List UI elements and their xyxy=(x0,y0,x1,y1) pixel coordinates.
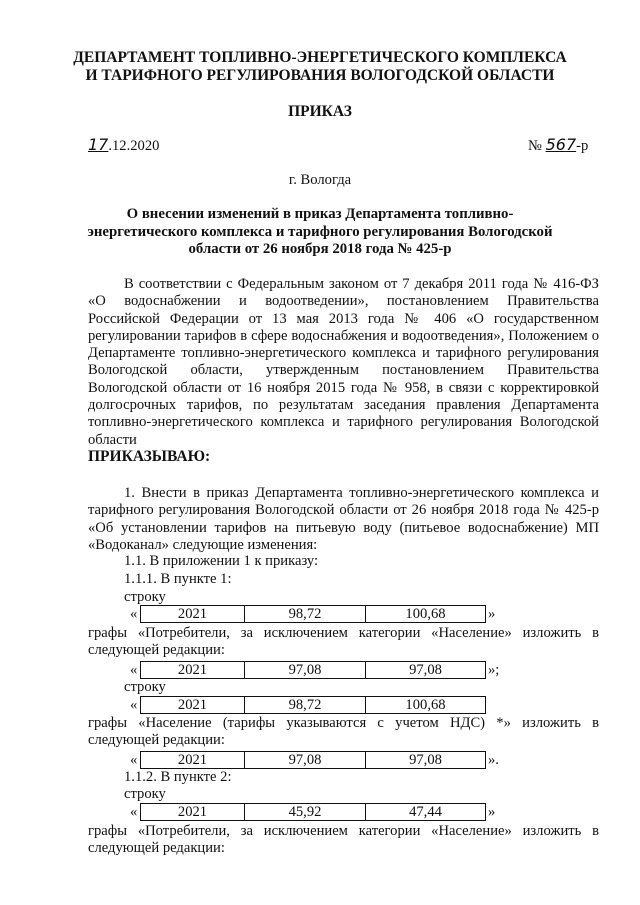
city: г. Вологда xyxy=(288,172,352,188)
number-sign: № xyxy=(528,138,542,154)
open-quote: « xyxy=(130,606,138,622)
text-consumers-2 xyxy=(88,823,599,858)
open-quote: « xyxy=(130,662,138,678)
document-type: ПРИКАЗ xyxy=(288,103,352,120)
tariff-row-5 xyxy=(140,803,486,821)
cell-value-2: 47,44 xyxy=(366,804,486,821)
cell-value-2: 97,08 xyxy=(366,752,486,769)
cell-value-1: 98,72 xyxy=(245,606,366,623)
tariff-row-4 xyxy=(140,751,486,769)
cell-value-1: 98,72 xyxy=(245,697,366,714)
handwritten-number: 567 xyxy=(545,135,577,154)
cell-value-2: 100,68 xyxy=(366,697,486,714)
subject-line3: области от 26 ноября 2018 года № 425-р xyxy=(188,241,452,257)
cell-year: 2021 xyxy=(141,697,245,714)
cell-value-1: 97,08 xyxy=(245,662,366,679)
close-quote: » xyxy=(488,606,496,622)
department-name-line1: ДЕПАРТАМЕНТ ТОПЛИВНО-ЭНЕРГЕТИЧЕСКОГО КОМПЛЕКСА xyxy=(73,49,567,66)
open-quote: « xyxy=(130,697,138,713)
open-quote: « xyxy=(130,804,138,820)
handwritten-day: 17 xyxy=(88,135,109,154)
text-population xyxy=(88,715,599,750)
close-quote-semicolon: »; xyxy=(488,662,500,678)
tariff-row-2 xyxy=(140,661,486,679)
cell-value-1: 45,92 xyxy=(245,804,366,821)
number-suffix: -р xyxy=(576,138,589,154)
order-word: ПРИКАЗЫВАЮ: xyxy=(88,448,211,465)
document-number xyxy=(528,136,588,155)
subject-line2: энергетического комплекса и тарифного регулирования Вологодской xyxy=(87,223,553,240)
text-population-text: графы «Население (тарифы указываются с учетом НДС) *» изложить в следующей редакции: xyxy=(88,715,599,749)
cell-year: 2021 xyxy=(141,804,245,821)
preamble xyxy=(88,276,599,449)
tariff-row-3 xyxy=(140,696,486,714)
item-1 xyxy=(88,485,599,554)
cell-value-2: 97,08 xyxy=(366,662,486,679)
item-1-1: 1.1. В приложении 1 к приказу: xyxy=(124,553,319,569)
text-consumers-2-text: графы «Потребители, за исключением категории «Население» изложить в следующей редакции: xyxy=(88,823,599,857)
preamble-text: В соответствии с Федеральным законом от 7 декабря 2011 года № 416-ФЗ «О водоснабжении и водоотведении», постановлением Правительства Российской Федерации от 13 мая 2013 года № 406 «О государственном регулировании тарифов в сфере водоснабжения и водоотведения», Положением о Департаменте топливно-энергетического комплекса и тарифного регулирования Вологодской области, утвержденным постановлением Правительства Вологодской области от 16 ноября 2015 года № 958, в связи с корректировкой долгосрочных тарифов, по результатам заседания правления Департамента топливно-энергетического комплекса и тарифного регулирования Вологодской области xyxy=(88,276,599,448)
close-quote-period: ». xyxy=(488,752,499,768)
department-name-line2: И ТАРИФНОГО РЕГУЛИРОВАНИЯ ВОЛОГОДСКОЙ ОБЛАСТИ xyxy=(85,67,555,84)
row-label-2: строку xyxy=(124,679,166,695)
cell-value-1: 97,08 xyxy=(245,752,366,769)
close-quote: » xyxy=(488,804,496,820)
open-quote: « xyxy=(130,752,138,768)
cell-value-2: 100,68 xyxy=(366,606,486,623)
document-date xyxy=(88,136,159,155)
item-1-text: 1. Внести в приказ Департамента топливно-энергетического комплекса и тарифного регулирования Вологодской области от 26 ноября 2018 года № 425-р «Об установлении тарифов на питьевую воду (питьевое водоснабжение) МП «Водоканал» следующие изменения: xyxy=(88,485,599,553)
cell-year: 2021 xyxy=(141,662,245,679)
cell-year: 2021 xyxy=(141,606,245,623)
subject-line1: О внесении изменений в приказ Департамента топливно- xyxy=(126,206,514,222)
text-consumers-1 xyxy=(88,625,599,660)
tariff-row-1 xyxy=(140,605,486,623)
row-label-1: строку xyxy=(124,589,166,605)
item-1-1-2: 1.1.2. В пункте 2: xyxy=(124,769,232,785)
date-month-year: .12.2020 xyxy=(108,138,160,154)
item-1-1-1: 1.1.1. В пункте 1: xyxy=(124,571,232,587)
cell-year: 2021 xyxy=(141,752,245,769)
text-consumers-1-text: графы «Потребители, за исключением категории «Население» изложить в следующей редакции: xyxy=(88,625,599,659)
row-label-3: строку xyxy=(124,786,166,802)
